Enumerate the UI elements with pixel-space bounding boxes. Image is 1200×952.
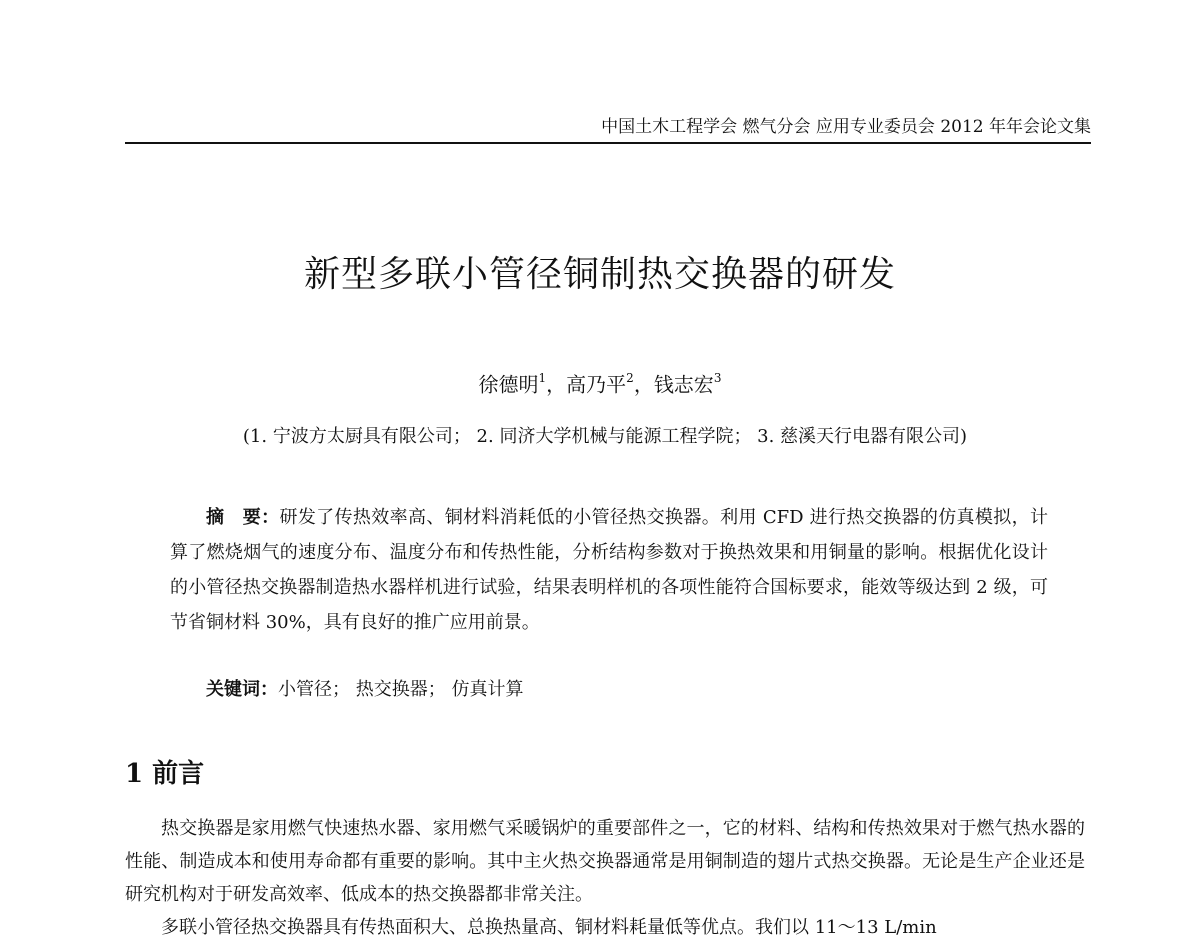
author-affiliation-number: 1: [538, 371, 547, 385]
author-affiliation-number: 2: [626, 371, 634, 385]
author-affiliation-number: 3: [713, 371, 722, 385]
author-name: 徐德明: [478, 372, 539, 397]
author-list: [0, 366, 1200, 399]
keywords-text: 小管径； 热交换器； 仿真计算: [278, 679, 524, 700]
keywords: [206, 675, 1048, 705]
author-separator: ，: [633, 372, 654, 397]
abstract: [170, 500, 1048, 640]
author-name: 钱志宏: [653, 372, 714, 397]
running-header: 中国土木工程学会 燃气分会 应用专业委员会 2012 年年会论文集: [601, 117, 1091, 137]
author-separator: ，: [546, 372, 567, 397]
abstract-label: 摘 要：: [206, 507, 280, 528]
abstract-text: 研发了传热效率高、铜材料消耗低的小管径热交换器。利用 CFD 进行热交换器的仿真模拟，计算了燃烧烟气的速度分布、温度分布和传热性能，分析结构参数对于换热效果和用铜量的影响。根据优化设计的小管径热交换器制造热水器样机进行试验，结果表明样机的各项性能符合国标要求，能效等级达到 2 级，可节省铜材料 30%，具有良好的推广应用前景。: [170, 507, 1049, 633]
section-body: [125, 812, 1085, 944]
body-paragraph: 多联小管径热交换器具有传热面积大、总换热量高、铜材料耗量低等优点。我们以 11～13 L/min: [161, 917, 937, 938]
paper-title: 新型多联小管径铜制热交换器的研发: [303, 254, 896, 295]
section-heading: 1 前言: [125, 759, 205, 789]
keywords-label: 关键词：: [206, 679, 278, 700]
affiliations: (1. 宁波方太厨具有限公司； 2. 同济大学机械与能源工程学院； 3. 慈溪天行电器有限公司): [242, 426, 968, 447]
abstract-paragraph: [170, 500, 1048, 640]
author-name: 高乃平: [566, 372, 627, 397]
body-paragraph: 热交换器是家用燃气快速热水器、家用燃气采暖锅炉的重要部件之一，它的材料、结构和传热效果对于燃气热水器的性能、制造成本和使用寿命都有重要的影响。其中主火热交换器通常是用铜制造的翅片式热交换器。无论是生产企业还是研究机构对于研发高效率、低成本的热交换器都非常关注。: [125, 818, 1085, 905]
header-rule: [125, 142, 1091, 144]
